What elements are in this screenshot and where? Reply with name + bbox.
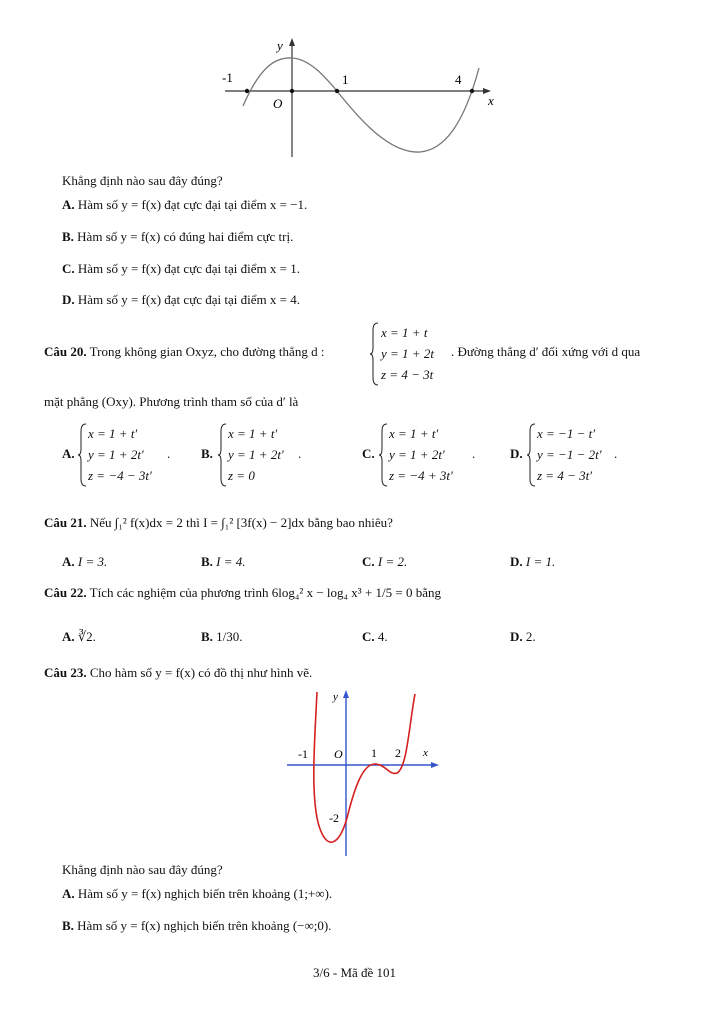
q20-system: x = 1 + t y = 1 + 2t z = 4 − 3t [381,325,434,382]
q23-prompt: Khẳng định nào sau đây đúng? [62,862,223,877]
q21-option-b[interactable]: B. I = 4. [201,554,246,569]
q19-option-a[interactable] [62,197,307,213]
origin-label: O [273,96,283,111]
tail: . [614,446,618,461]
question-label: Câu 20. [44,344,87,359]
option-text: Hàm số y = f(x) đạt cực đại tại điểm x = 4. [77,292,300,307]
q20-option-d-system[interactable]: x = −1 − t′ y = −1 − 2t′ z = 4 − 3t′ [537,426,602,483]
question-text: Tích các nghiệm của phương trình 6log₄² x − log₄ x³ + 1/5 = 0 bằng [89,585,441,600]
question-label: Câu 23. [44,665,87,680]
tick-label: -1 [222,70,233,85]
q22-option-b[interactable]: B. 1/30. [201,629,243,644]
option-text: Hàm số y = f(x) nghịch biến trên khoảng (1;+∞). [77,886,333,901]
q21-stem [44,515,393,531]
q19-option-b[interactable] [62,229,293,245]
y-label: y [333,691,338,703]
x-label: x [488,93,494,108]
q22-option-c[interactable]: C. 4. [362,629,388,644]
y-axis-arrow [343,690,349,698]
y-label: y [277,38,283,53]
question-text: Trong không gian Oxyz, cho đường thẳng d : [89,344,325,359]
option-letter: B. [62,229,74,244]
option-letter: B. [62,918,74,933]
q20-option-b-system[interactable]: x = 1 + t′ y = 1 + 2t′ z = 0 [228,426,284,483]
page-footer: 3/6 - Mã đề 101 [313,965,397,980]
x-label: x [423,747,428,759]
tick-label: -2 [329,811,339,825]
q20-stem-line2: mặt phẳng (Oxy). Phương trình tham số của d′ là [44,394,299,409]
option-text: Hàm số y = f(x) đạt cực đại tại điểm x = 1. [77,261,300,276]
tail: . [472,446,476,461]
q23-option-b[interactable] [62,918,331,934]
tail: . [298,446,302,461]
graph-quartic-2 [285,686,445,858]
origin-label: O [334,747,343,761]
q22-stem [44,585,441,601]
tick-label: -1 [298,747,308,761]
q23-option-a[interactable] [62,886,332,902]
q20-option-a-letter[interactable]: A. [62,446,75,461]
q20-option-d-letter[interactable]: D. [510,446,523,461]
question-label: Câu 22. [44,585,87,600]
graph-cubic-1 [215,32,515,160]
question-label: Câu 21. [44,515,87,530]
question-text: Cho hàm số y = f(x) có đồ thị như hình vẽ. [89,665,313,680]
option-text: Hàm số y = f(x) có đúng hai điểm cực trị. [77,229,294,244]
option-text: Hàm số y = f(x) nghịch biến trên khoảng (−∞;0). [77,918,332,933]
tick-label: 1 [342,72,349,87]
option-letter: D. [62,292,75,307]
q20-option-c-system[interactable]: x = 1 + t′ y = 1 + 2t′ z = −4 + 3t′ [389,426,453,483]
option-text: Hàm số y = f(x) đạt cực đại tại điểm x = −1. [77,197,308,212]
q20-option-c-letter[interactable]: C. [362,446,375,461]
q22-option-d[interactable]: D. 2. [510,629,536,644]
q21-option-d[interactable]: D. I = 1. [510,554,556,569]
q19-prompt: Khẳng định nào sau đây đúng? [62,173,223,188]
q20-stem [44,344,324,360]
q21-option-a[interactable]: A. I = 3. [62,554,108,569]
x-axis-arrow [431,762,439,768]
q20-option-b-letter[interactable]: B. [201,446,213,461]
tick-label: 2 [395,746,401,760]
q19-option-d[interactable] [62,292,300,308]
tail: . [167,446,171,461]
q20-option-a-system[interactable]: x = 1 + t′ y = 1 + 2t′ z = −4 − 3t′ [88,426,152,483]
y-axis-arrow [289,38,295,46]
option-letter: A. [62,197,75,212]
tick-label: 1 [371,746,377,760]
tick-label: 4 [455,72,462,87]
q21-option-c[interactable]: C. I = 2. [362,554,408,569]
q22-option-a[interactable]: A. ∛2. [62,629,96,644]
option-letter: A. [62,886,75,901]
question-text: Nếu ∫₁² f(x)dx = 2 thì I = ∫₁² [3f(x) − 2]dx bằng bao nhiêu? [89,515,393,530]
q23-stem [44,665,312,681]
q19-option-c[interactable] [62,261,300,277]
option-letter: C. [62,261,75,276]
q20-stem-cont: . Đường thẳng d′ đối xứng với d qua [451,344,641,359]
